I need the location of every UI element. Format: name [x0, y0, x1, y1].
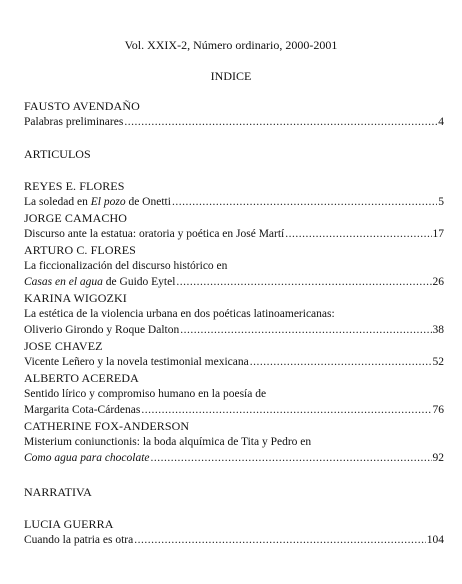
article-author: JORGE CAMACHO [24, 211, 127, 225]
page-number: 4 [438, 116, 444, 128]
leader-dots [172, 195, 437, 209]
leader-dots [285, 227, 431, 241]
article-author: JOSE CHAVEZ [24, 339, 103, 353]
toc-entry[interactable] [24, 275, 444, 289]
toc-entry[interactable] [24, 355, 444, 369]
article-author: REYES E. FLORES [24, 179, 125, 193]
entry-title: La soledad en El pozo de Onetti [24, 196, 171, 208]
leader-dots [176, 275, 431, 289]
entry-title: Margarita Cota-Cárdenas [24, 404, 141, 416]
toc-entry-preface[interactable] [24, 115, 444, 129]
page-number: 52 [432, 356, 444, 368]
entry-title-line1: La ficcionalización del discurso histórico en [24, 260, 228, 272]
entry-title-line1: Misterium coniunctionis: la boda alquímica de Tita y Pedro en [24, 436, 312, 448]
toc-entry[interactable] [24, 195, 444, 209]
page-number: 26 [432, 276, 444, 288]
entry-title: Como agua para chocolate [24, 452, 150, 464]
article-author: ARTURO C. FLORES [24, 243, 136, 257]
entry-title: Oliverio Girondo y Roque Dalton [24, 324, 180, 336]
article-author: KARINA WIGOZKI [24, 291, 127, 305]
page-number: 5 [438, 196, 444, 208]
section-heading-narrativa: NARRATIVA [24, 485, 92, 499]
leader-dots [151, 451, 432, 465]
narrativa-author: LUCIA GUERRA [24, 517, 114, 531]
leader-dots [250, 355, 432, 369]
entry-title: Casas en el agua de Guido Eytel [24, 276, 176, 288]
section-heading-articulos: ARTICULOS [24, 147, 91, 161]
leader-dots [141, 403, 431, 417]
leader-dots [134, 533, 426, 547]
index-title: INDICE [210, 69, 252, 83]
toc-entry[interactable] [24, 533, 444, 547]
toc-entry[interactable] [24, 323, 444, 337]
volume-header: Vol. XXIX-2, Número ordinario, 2000-2001 [124, 38, 338, 52]
toc-entry[interactable] [24, 451, 444, 465]
entry-title: Cuando la patria es otra [24, 534, 134, 546]
article-author: ALBERTO ACEREDA [24, 371, 139, 385]
entry-title: Vicente Leñero y la novela testimonial mexicana [24, 356, 249, 368]
toc-entry[interactable] [24, 227, 444, 241]
entry-title-line1: La estética de la violencia urbana en dos poéticas latinoamericanas: [24, 308, 335, 320]
toc-entry[interactable] [24, 403, 444, 417]
entry-title: Palabras preliminares [24, 116, 124, 128]
page-number: 104 [426, 534, 444, 546]
preface-author: FAUSTO AVENDAÑO [24, 99, 140, 113]
entry-title: Discurso ante la estatua: oratoria y poética en José Martí [24, 228, 285, 240]
page-number: 38 [432, 324, 444, 336]
leader-dots [180, 323, 431, 337]
leader-dots [124, 115, 437, 129]
page-number: 92 [432, 452, 444, 464]
page-number: 76 [432, 404, 444, 416]
entry-title-line1: Sentido lírico y compromiso humano en la poesía de [24, 388, 267, 400]
article-author: CATHERINE FOX-ANDERSON [24, 419, 190, 433]
page-number: 17 [432, 228, 444, 240]
